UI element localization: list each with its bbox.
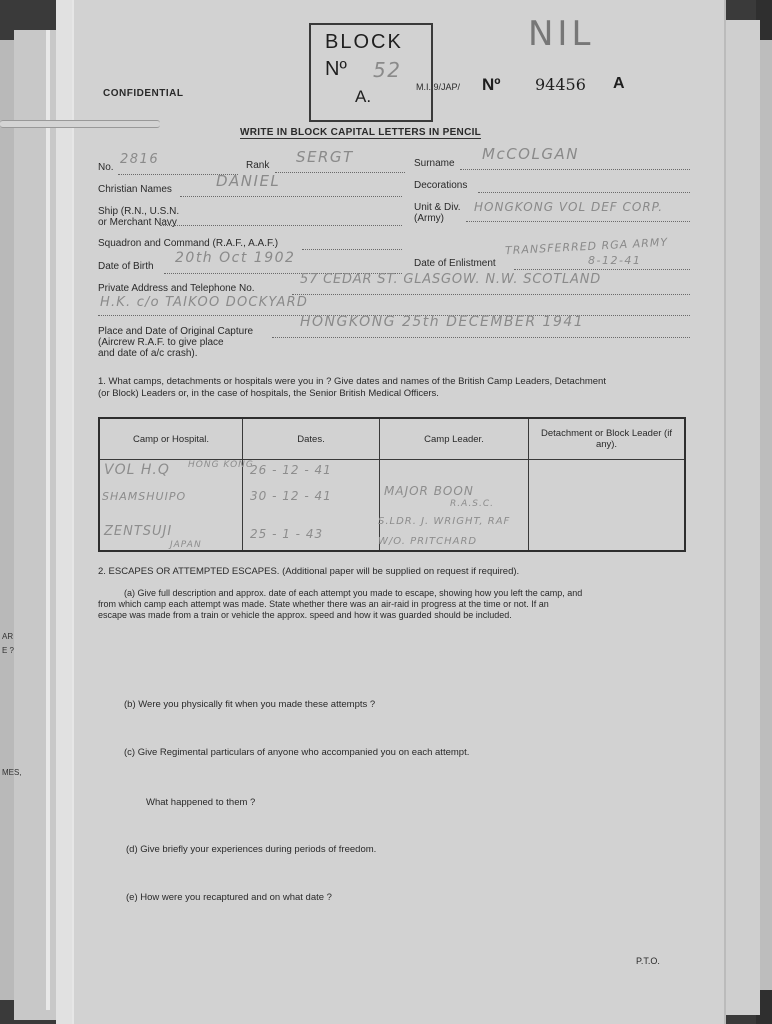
leader-entry-4: W/O. PRITCHARD [378, 536, 478, 547]
leader-entry-1: MAJOR BOON [384, 484, 474, 498]
transferred-value: TRANSFERRED RGA ARMY [504, 235, 669, 258]
date-entry-1: 26 - 12 - 41 [250, 463, 332, 477]
decorations-line [478, 191, 690, 193]
left-fragment-1: AR [2, 632, 14, 641]
unit-line [466, 220, 690, 222]
nil-stamp: NIL [528, 14, 595, 54]
camp-entry-2: HONG KONG [188, 460, 254, 470]
surname-value: McCOLGAN [482, 145, 579, 163]
header-camp: Camp or Hospital. [99, 418, 243, 460]
dob-label: Date of Birth [98, 261, 154, 272]
address-line-1 [292, 293, 690, 295]
binding-string [0, 120, 160, 128]
block-label: BLOCK [325, 31, 403, 53]
enlistment-value: 8-12-41 [588, 254, 642, 267]
block-letter: A. [355, 87, 372, 106]
camp-entry-4: ZENTSUJI [104, 524, 173, 539]
question-1-line-2: (or Block) Leaders or, in the case of hospitals, the Senior British Medical Officers. [98, 388, 439, 399]
surname-label: Surname [414, 158, 455, 169]
dob-value: 20th Oct 1902 [175, 250, 296, 266]
confidential-label: CONFIDENTIAL [103, 88, 184, 99]
reference-number: 94456 [535, 75, 586, 94]
surname-line [460, 168, 690, 170]
no-label: No. [98, 162, 114, 173]
question-2c-sub: What happened to them ? [146, 797, 256, 808]
question-2e: (e) How were you recaptured and on what date ? [126, 892, 332, 903]
left-fragment-2: E ? [2, 646, 15, 655]
header-detachment-leader: Detachment or Block Leader (if any). [529, 418, 686, 460]
unit-label-2: (Army) [414, 213, 444, 224]
camp-entry-1: VOL H.Q [104, 462, 170, 478]
header-camp-leader: Camp Leader. [380, 418, 529, 460]
question-2a-line-3: escape was made from a train or vehicle the approx. speed and how it was guarded should be included. [98, 610, 512, 620]
unit-label-1: Unit & Div. [414, 202, 461, 213]
squadron-label: Squadron and Command (R.A.F., A.A.F.) [98, 238, 279, 249]
rank-label: Rank [246, 160, 270, 171]
camp-entry-5: JAPAN [170, 540, 202, 550]
camp-entry-3: SHAMSHUIPO [102, 490, 187, 503]
capture-value: HONGKONG 25th DECEMBER 1941 [300, 314, 585, 330]
reference-no-label: Nº [482, 75, 501, 94]
enlistment-line [514, 268, 690, 270]
christian-names-line [180, 195, 402, 197]
ship-line [160, 224, 402, 226]
ship-label-1: Ship (R.N., U.S.N. [98, 206, 180, 217]
question-1-line-1: 1. What camps, detachments or hospitals were you in ? Give dates and names of the British Camp Leaders, Detachment [98, 376, 606, 387]
christian-names-value: DANIEL [216, 172, 281, 190]
rank-value: SERGT [296, 148, 354, 166]
squadron-line [302, 248, 402, 250]
capture-label-2: (Aircrew R.A.F. to give place [98, 337, 224, 348]
question-2b: (b) Were you physically fit when you made these attempts ? [124, 699, 376, 710]
question-2c: (c) Give Regimental particulars of anyone who accompanied you on each attempt. [124, 747, 470, 758]
leader-entry-2: R.A.S.C. [450, 499, 495, 509]
left-fragment-3: MES, [2, 768, 22, 777]
capture-label-3: and date of a/c crash). [98, 348, 198, 359]
reference-suffix: A [613, 75, 625, 92]
ship-label-2: or Merchant Navy [98, 217, 177, 228]
unit-value: HONGKONG VOL DEF CORP. [474, 200, 664, 214]
capture-label-1: Place and Date of Original Capture [98, 326, 254, 337]
reference-prefix: M.I. 9/JAP/ [416, 82, 461, 92]
date-entry-3: 25 - 1 - 43 [250, 527, 324, 541]
decorations-label: Decorations [414, 180, 468, 191]
question-2a-line-1: (a) Give full description and approx. date of each attempt you made to escape, showing how you left the camp, and [124, 588, 583, 598]
header-dates: Dates. [243, 418, 380, 460]
address-value-1: 57 CEDAR ST. GLASGOW. N.W. SCOTLAND [300, 272, 602, 287]
capture-line [272, 336, 690, 338]
question-2a-line-2: from which camp each attempt was made. State whether there was an air-raid in progress at the time or not. If an [98, 599, 549, 609]
enlistment-label: Date of Enlistment [414, 258, 496, 269]
date-entry-2: 30 - 12 - 41 [250, 489, 332, 503]
question-2-heading: 2. ESCAPES OR ATTEMPTED ESCAPES. (Additional paper will be supplied on request if required). [98, 566, 520, 577]
christian-names-label: Christian Names [98, 184, 172, 195]
block-no-label: Nº [325, 58, 347, 80]
leader-entry-3: S.LDR. J. WRIGHT, RAF [378, 516, 511, 527]
no-value: 2816 [120, 152, 160, 167]
instruction-heading: WRITE IN BLOCK CAPITAL LETTERS IN PENCIL [240, 127, 482, 138]
detachment-cell [529, 460, 686, 552]
left-page-edge [46, 30, 50, 1010]
camp-table-header-row [99, 418, 685, 460]
rank-line [275, 171, 405, 173]
address-value-2: H.K. c/o TAIKOO DOCKYARD [100, 295, 309, 310]
address-label: Private Address and Telephone No. [98, 283, 255, 294]
block-box [309, 23, 433, 122]
pto-label: P.T.O. [636, 956, 660, 966]
question-2d: (d) Give briefly your experiences during periods of freedom. [126, 844, 377, 855]
block-handwritten: 52 [373, 58, 402, 82]
